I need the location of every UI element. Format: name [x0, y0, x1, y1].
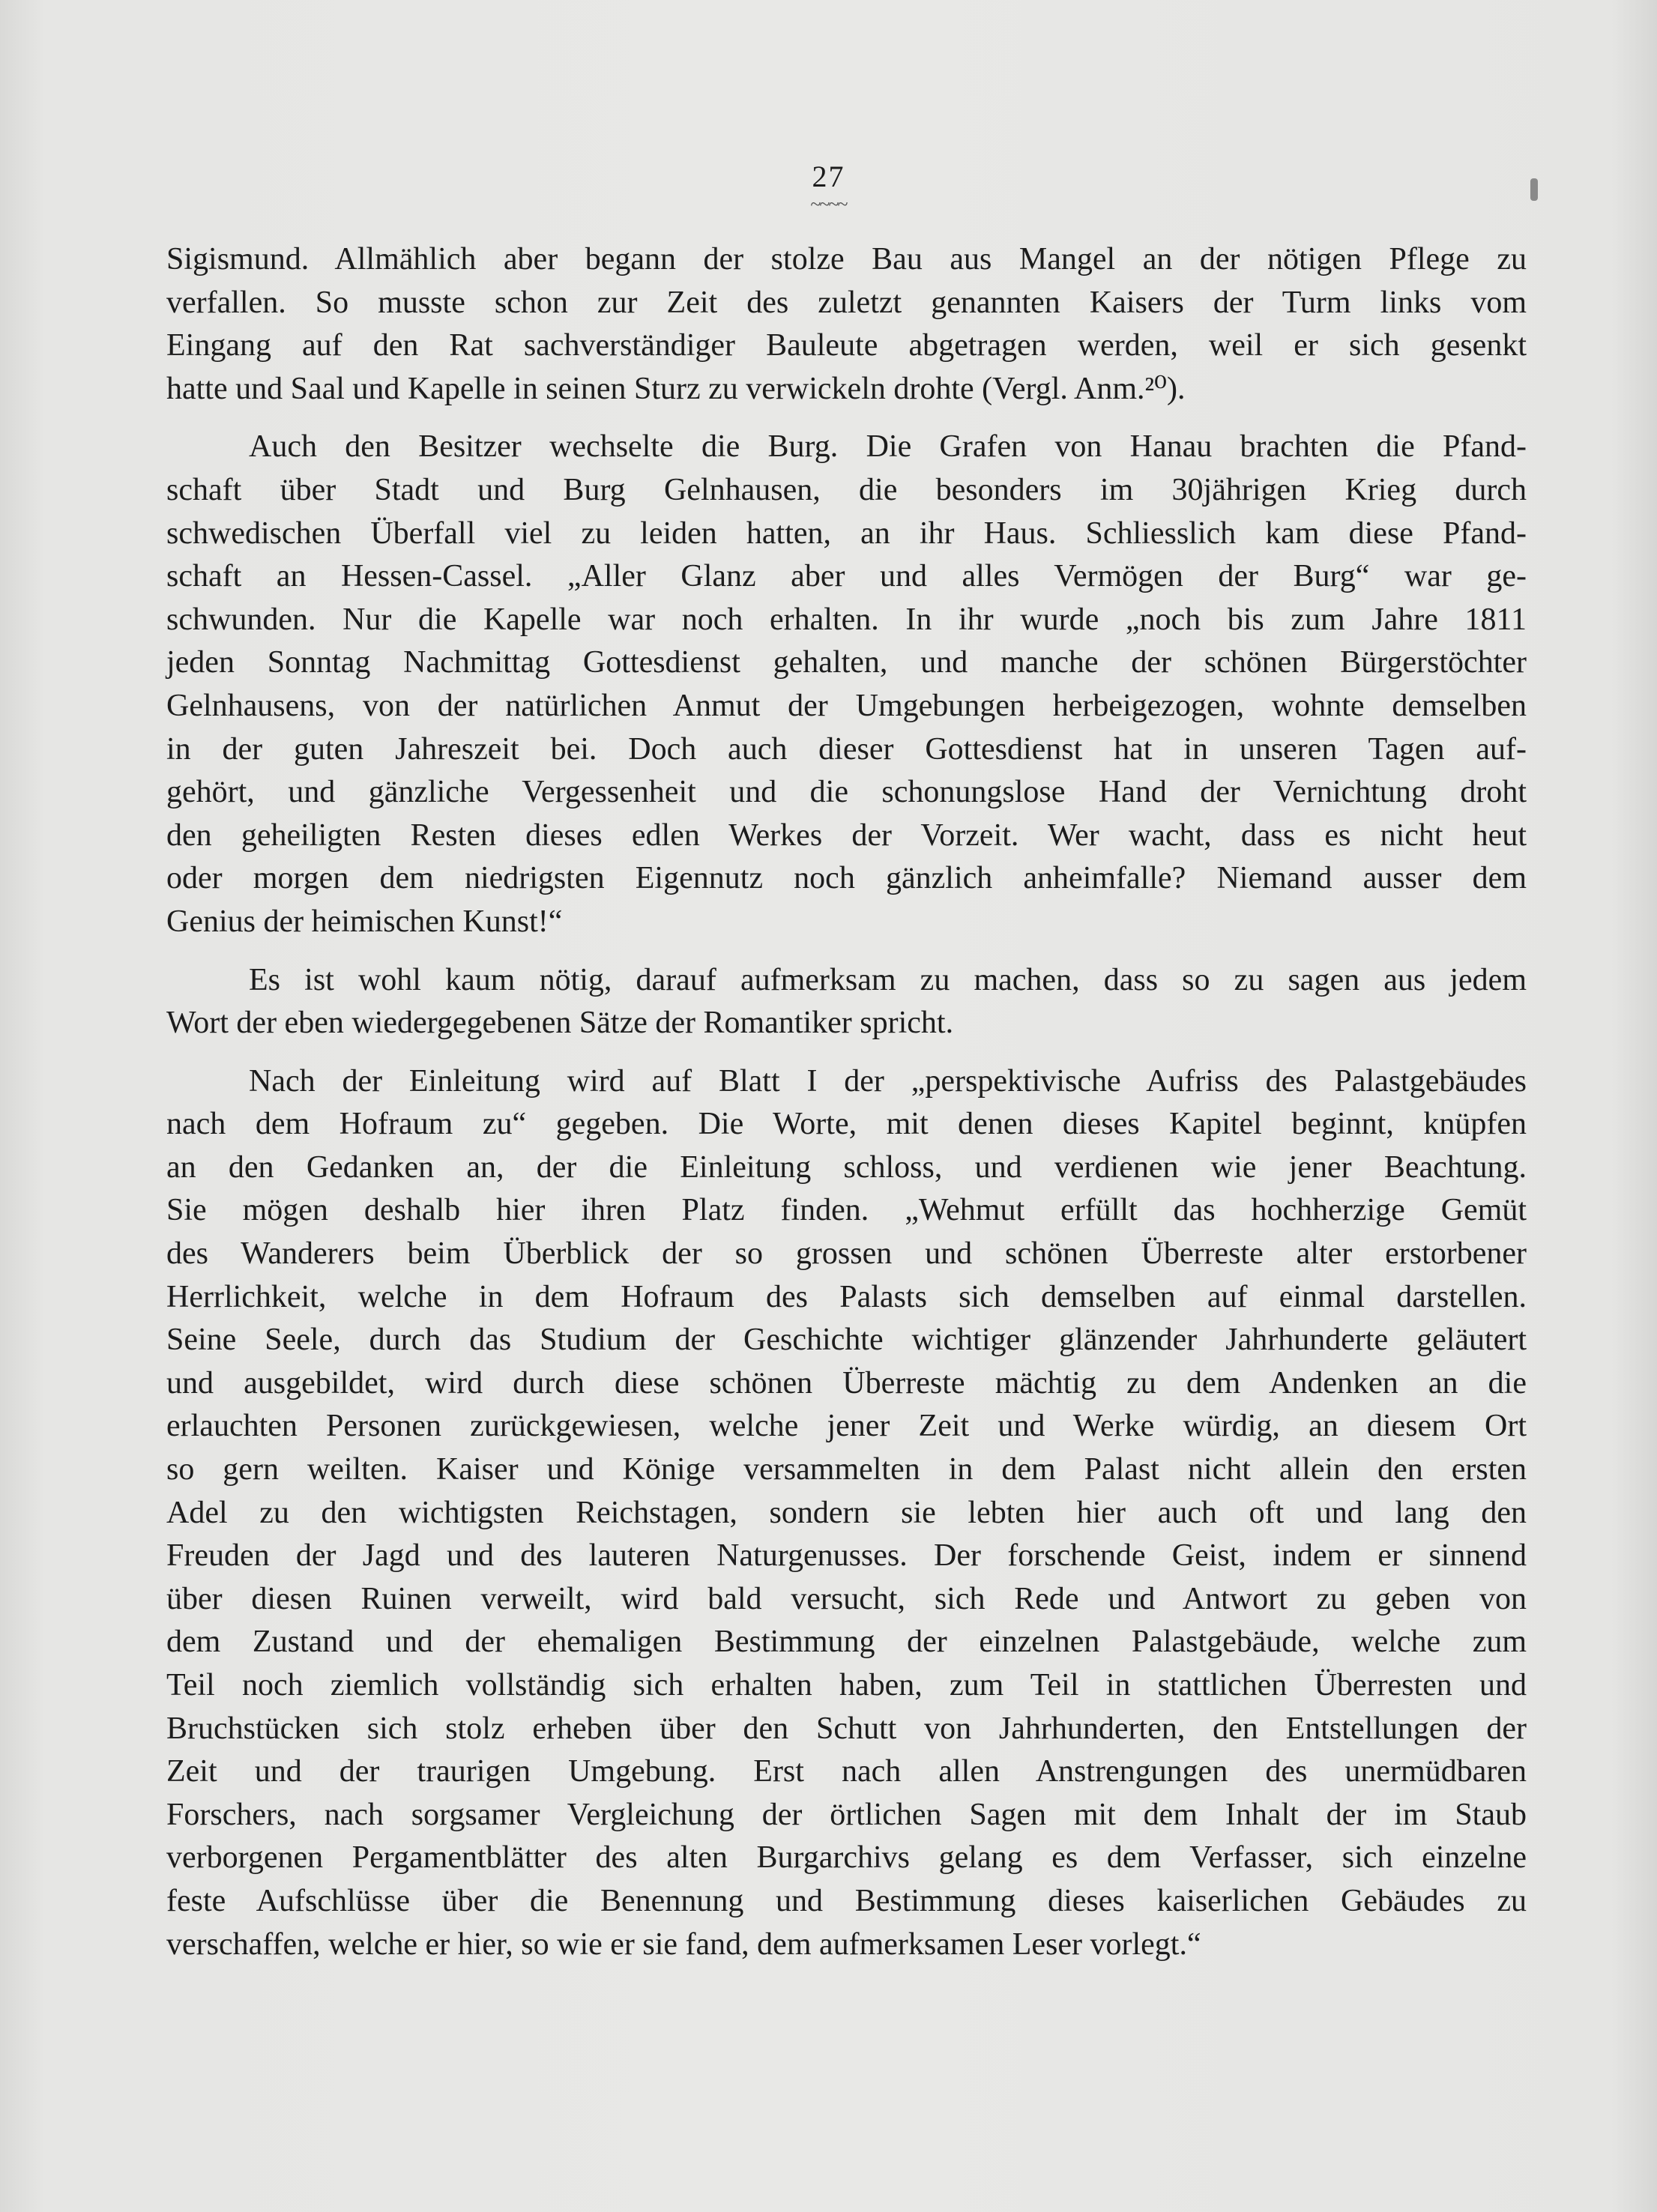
- text-line: schwunden. Nur die Kapelle war noch erhalten. In ihr wurde „noch bis zum Jahre 1811: [166, 602, 1527, 637]
- text-line: an den Gedanken an, der die Einleitung schloss, und verdienen wie jener Beachtung.: [166, 1149, 1527, 1185]
- text-line: Wort der eben wiedergegebenen Sätze der Romantiker spricht.: [166, 1006, 954, 1041]
- text-line: verschaffen, welche er hier, so wie er sie fand, dem aufmerksamen Leser vorlegt.“: [166, 1927, 1201, 1962]
- text-line: Genius der heimischen Kunst!“: [166, 904, 563, 939]
- text-line: nach dem Hofraum zu“ gegeben. Die Worte, mit denen dieses Kapitel beginnt, knüpfen: [166, 1107, 1527, 1142]
- text-line: schwedischen Überfall viel zu leiden hatten, an ihr Haus. Schliesslich kam diese Pfand-: [166, 516, 1527, 551]
- text-line: Es ist wohl kaum nötig, darauf aufmerksam zu machen, dass so zu sagen aus jedem: [249, 962, 1527, 997]
- page-number: 27: [812, 160, 845, 193]
- text-line: schaft an Hessen-Cassel. „Aller Glanz aber und alles Vermögen der Burg“ war ge-: [166, 559, 1527, 594]
- text-line: dem Zustand und der ehemaligen Bestimmung der einzelnen Palastgebäude, welche zum: [166, 1625, 1527, 1660]
- text-line: Sie mögen deshalb hier ihren Platz finden. „Wehmut erfüllt das hochherzige Gemüt: [166, 1193, 1527, 1228]
- text-line: Adel zu den wichtigsten Reichstagen, sondern sie lebten hier auch oft und lang den: [166, 1495, 1527, 1530]
- text-line: Teil noch ziemlich vollständig sich erhalten haben, zum Teil in stattlichen Überresten und: [166, 1668, 1527, 1702]
- text-line: jeden Sonntag Nachmittag Gottesdienst gehalten, und manche der schönen Bürgerstöchter: [166, 645, 1527, 680]
- paragraph-gap: [166, 944, 1527, 959]
- text-line: Zeit und der traurigen Umgebung. Erst nach allen Anstrengungen des unermüdbaren: [166, 1754, 1527, 1789]
- body-text: [166, 238, 1527, 1966]
- text-line: Sigismund. Allmählich aber begann der stolze Bau aus Mangel an der nötigen Pflege zu: [166, 242, 1527, 276]
- text-line: über diesen Ruinen verweilt, wird bald versucht, sich Rede und Antwort zu geben von: [166, 1581, 1527, 1616]
- text-line: oder morgen dem niedrigsten Eigennutz noch gänzlich anheimfalle? Niemand ausser dem: [166, 861, 1527, 896]
- margin-mark: [1530, 178, 1538, 201]
- paragraph-gap: [166, 411, 1527, 426]
- text-line: Bruchstücken sich stolz erheben über den Schutt von Jahrhunderten, den Entstellungen der: [166, 1711, 1527, 1746]
- text-line: den geheiligten Resten dieses edlen Werkes der Vorzeit. Wer wacht, dass es nicht heut: [166, 818, 1527, 853]
- text-line: Forschers, nach sorgsamer Vergleichung der örtlichen Sagen mit dem Inhalt der im Staub: [166, 1797, 1527, 1832]
- text-line: Gelnhausens, von der natürlichen Anmut der Umgebungen herbeigezogen, wohnte demselben: [166, 688, 1527, 723]
- text-line: feste Aufschlüsse über die Benennung und Bestimmung dieses kaiserlichen Gebäudes zu: [166, 1883, 1527, 1918]
- text-line: Seine Seele, durch das Studium der Geschichte wichtiger glänzender Jahrhunderte geläutert: [166, 1323, 1527, 1358]
- page-number-ornament: ~~~~: [810, 193, 847, 215]
- text-line: Auch den Besitzer wechselte die Burg. Die Grafen von Hanau brachten die Pfand-: [249, 429, 1527, 465]
- paragraph-gap: [166, 1045, 1527, 1060]
- text-line: so gern weilten. Kaiser und Könige versammelten in dem Palast nicht allein den ersten: [166, 1452, 1527, 1487]
- text-line: Freuden der Jagd und des lauteren Naturgenusses. Der forschende Geist, indem er sinnend: [166, 1538, 1527, 1574]
- text-line: erlauchten Personen zurückgewiesen, welche jener Zeit und Werke würdig, an diesem Ort: [166, 1409, 1527, 1444]
- text-line: Eingang auf den Rat sachverständiger Bauleute abgetragen werden, weil er sich gesenkt: [166, 328, 1527, 363]
- text-line: des Wanderers beim Überblick der so grossen und schönen Überreste alter erstorbener: [166, 1236, 1527, 1272]
- text-line: Herrlichkeit, welche in dem Hofraum des Palasts sich demselben auf einmal darstellen.: [166, 1279, 1527, 1314]
- text-line: gehört, und gänzliche Vergessenheit und die schonungslose Hand der Vernichtung droht: [166, 775, 1527, 810]
- text-line: hatte und Saal und Kapelle in seinen Sturz zu verwickeln drohte (Vergl. Anm.²⁰).: [166, 371, 1186, 406]
- text-line: und ausgebildet, wird durch diese schönen Überreste mächtig zu dem Andenken an die: [166, 1365, 1527, 1400]
- text-line: Nach der Einleitung wird auf Blatt I der „perspektivische Aufriss des Palastgebäudes: [249, 1063, 1527, 1099]
- text-line: in der guten Jahreszeit bei. Doch auch dieser Gottesdienst hat in unseren Tagen auf-: [166, 731, 1527, 767]
- text-line: schaft über Stadt und Burg Gelnhausen, die besonders im 30jährigen Krieg durch: [166, 472, 1527, 507]
- text-line: verborgenen Pergamentblätter des alten Burgarchivs gelang es dem Verfasser, sich einzelne: [166, 1840, 1527, 1876]
- text-line: verfallen. So musste schon zur Zeit des zuletzt genannten Kaisers der Turm links vom: [166, 285, 1527, 320]
